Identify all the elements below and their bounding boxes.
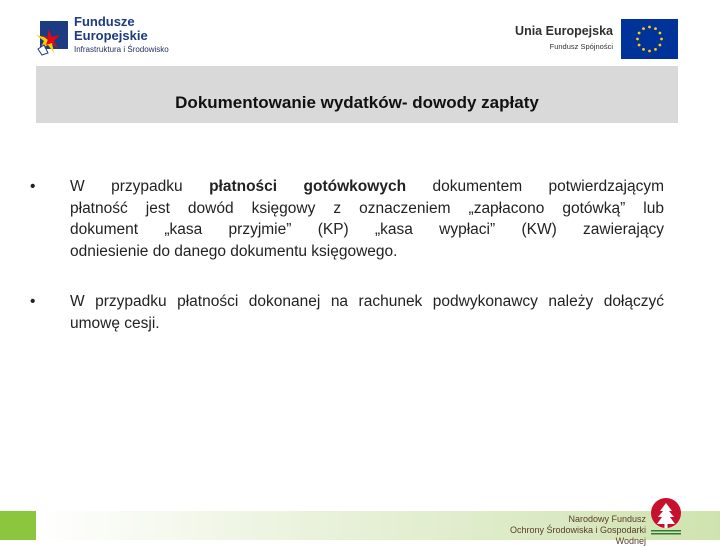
ue-logo-line1: Unia Europejska	[515, 24, 613, 38]
unia-europejska-logo	[508, 19, 682, 63]
fe-logo-line3: Infrastruktura i Środowisko	[74, 45, 169, 54]
ue-logo-text	[508, 25, 613, 50]
bullet-item-cash-payment	[30, 176, 664, 262]
bullet-marker: •	[30, 178, 36, 195]
bullet-1-line-1	[70, 176, 664, 198]
bullet-item-subcontractor-payment	[30, 291, 664, 334]
ue-logo-line2: Fundusz Spójności	[549, 41, 613, 51]
bullet-2-text: W przypadku płatności dokonanej na rachunek podwykonawcy należy dołączyć umowę cesji.	[70, 293, 664, 332]
footer-green-block	[0, 511, 36, 540]
eu-flag-icon	[621, 19, 678, 59]
nfosigw-logo-text	[486, 514, 646, 547]
bullet-1-line-2: płatność jest dowód księgowy z oznaczeniem „zapłacono gotówką” lub	[70, 199, 664, 217]
title-band	[36, 66, 678, 123]
bullet-list	[30, 176, 664, 334]
nfosigw-line1: Narodowy Fundusz	[568, 514, 646, 524]
bullet-marker: •	[30, 293, 36, 310]
bullet-1-line-4: odniesienie do danego dokumentu księgowego.	[70, 242, 398, 260]
fe-logo-text	[74, 15, 169, 54]
fe-star-mark-icon	[34, 15, 70, 61]
fe-logo-line2: Europejskie	[74, 28, 148, 43]
nfosigw-line2: Ochrony Środowiska i Gospodarki Wodnej	[509, 525, 646, 546]
bullet-1-strong: płatności gotówkowych	[209, 178, 407, 195]
fe-logo-line1: Fundusze	[74, 14, 135, 29]
fundusze-europejskie-logo	[34, 13, 204, 65]
bullet-1-prefix: W przypadku	[70, 178, 210, 195]
bullet-1-suffix: dokumentem potwierdzającym	[406, 178, 664, 195]
nfosigw-tree-logo-icon	[648, 497, 684, 537]
slide-title: Dokumentowanie wydatków- dowody zapłaty	[175, 93, 539, 112]
bullet-1-line-3: dokument „kasa przyjmie” (KP) „kasa wypłaci” (KW) zawierający	[70, 221, 664, 238]
